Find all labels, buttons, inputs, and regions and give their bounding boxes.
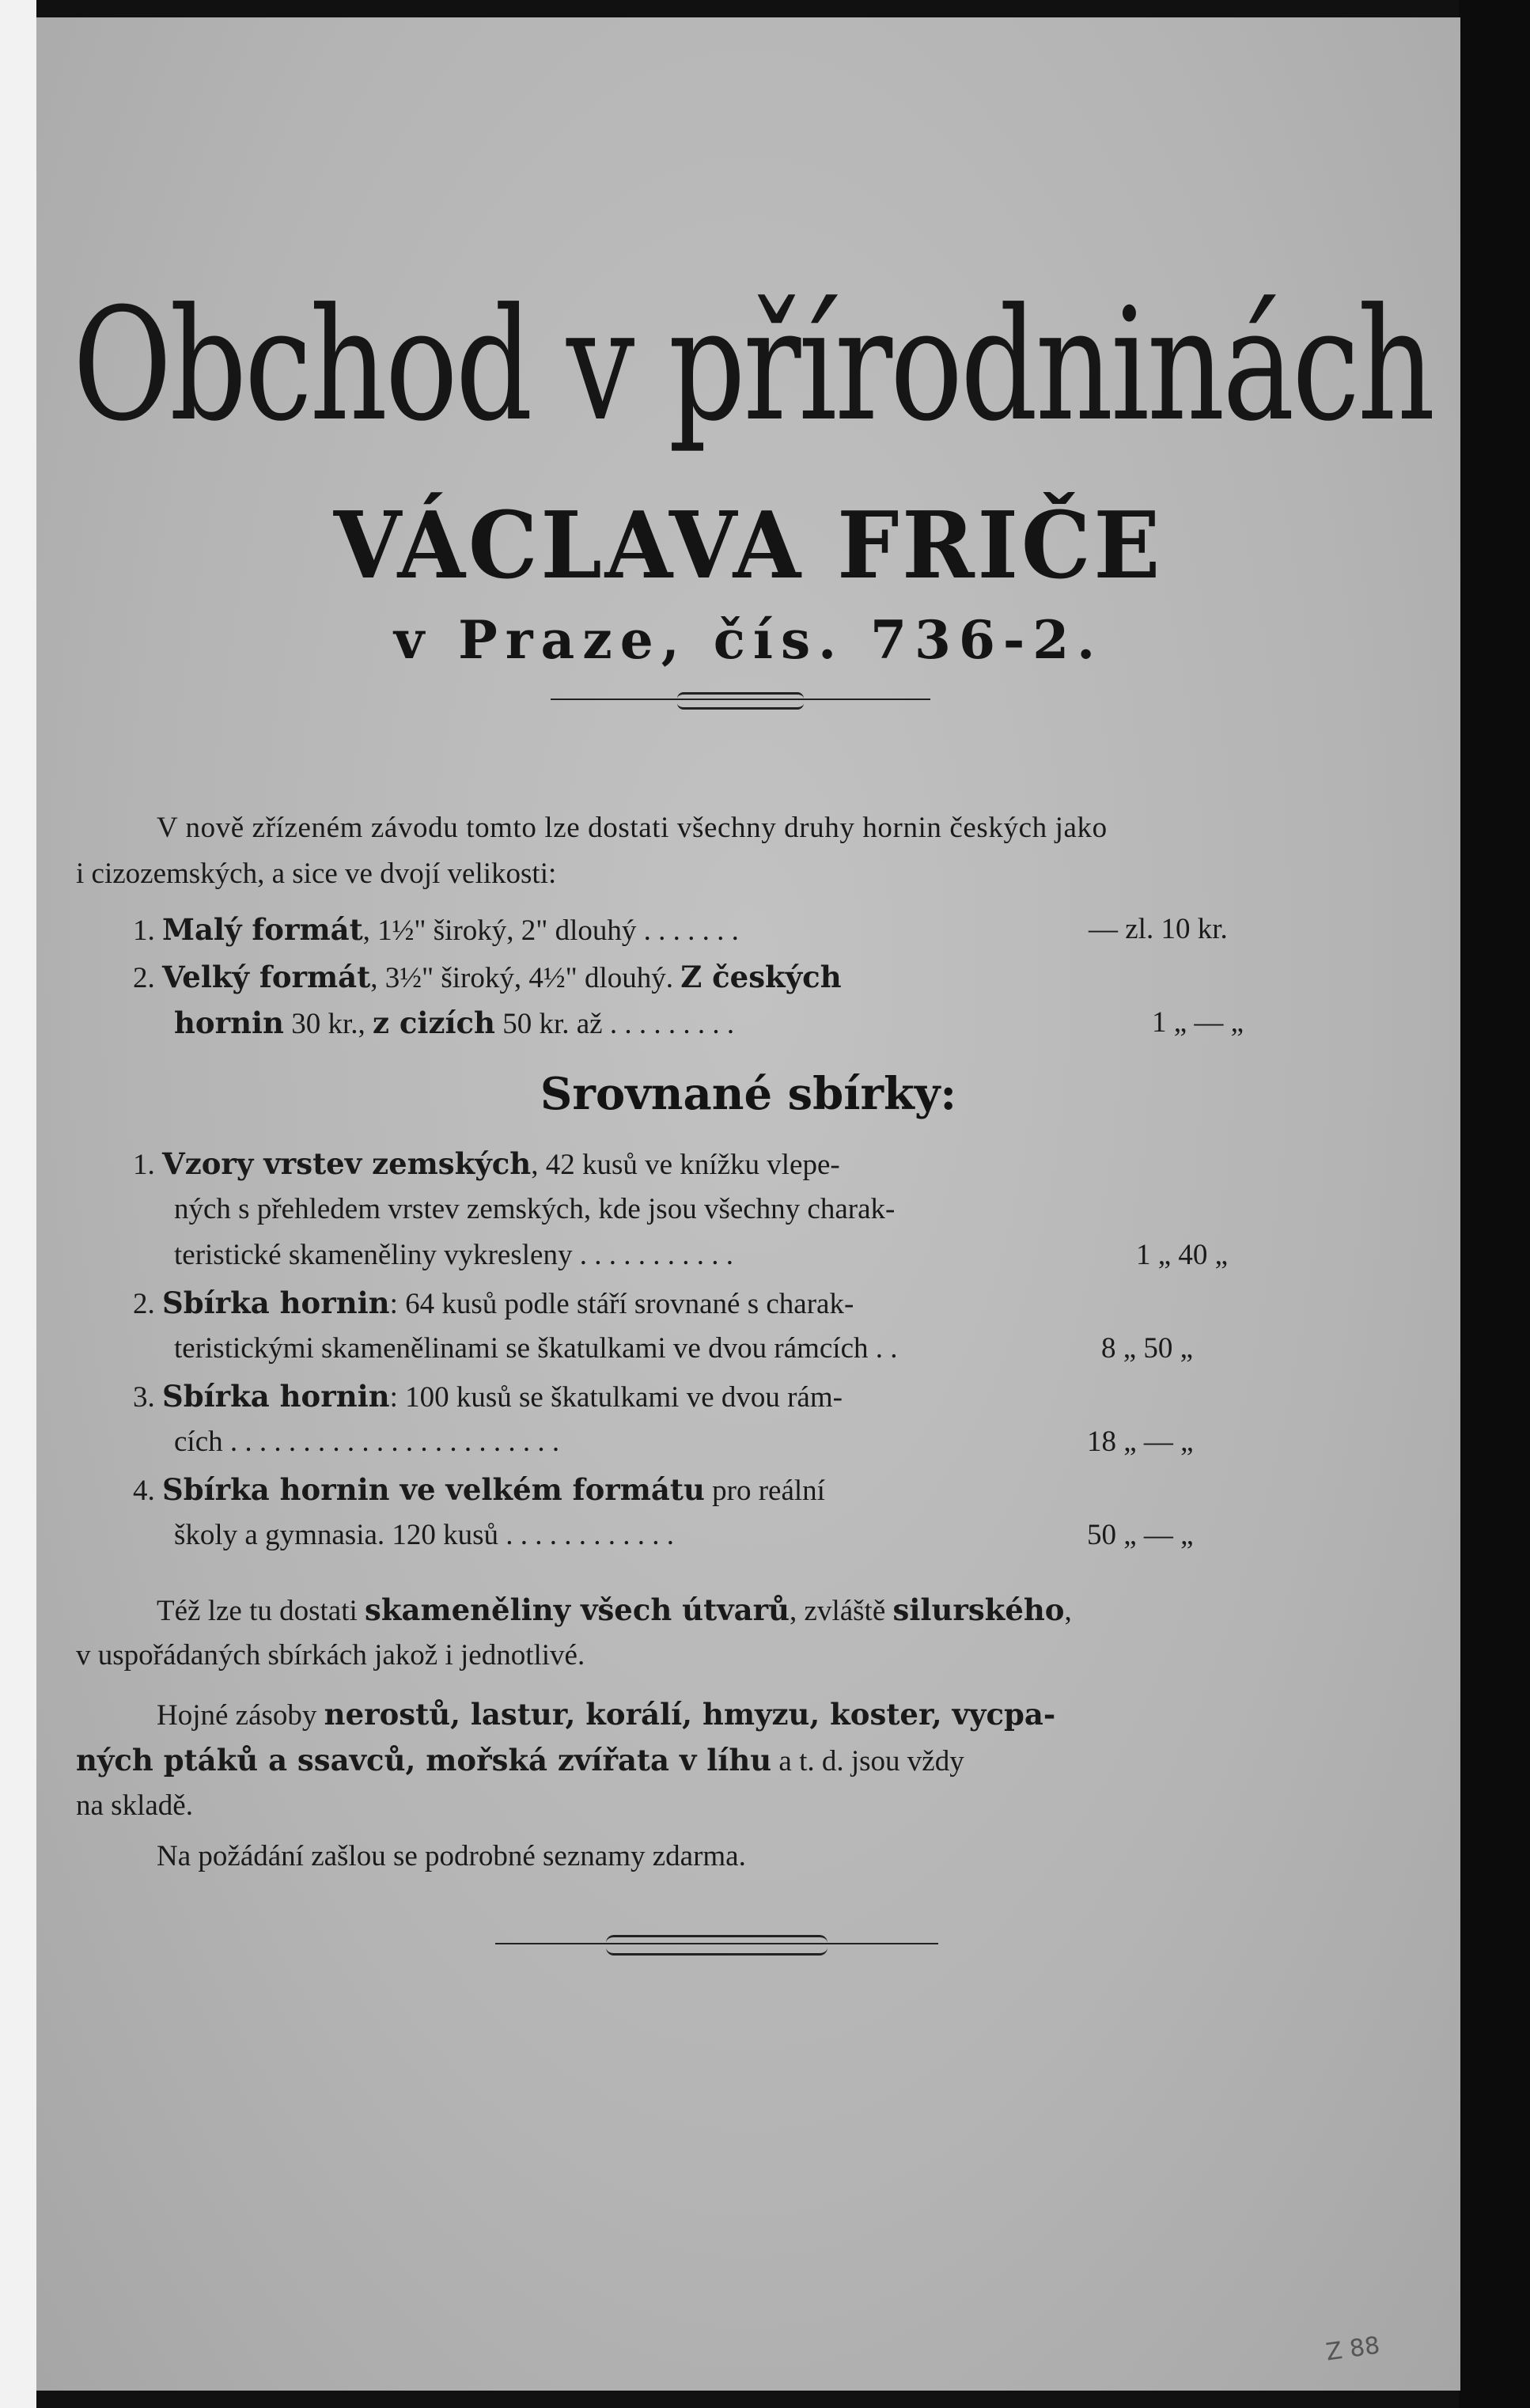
stock-paragraph-line-2: ných ptáků a ssavců, mořská zvířata v líhu a t. d. jsou vždy bbox=[76, 1743, 964, 1778]
section-heading: Srovnané sbírky: bbox=[540, 1068, 957, 1120]
stock-paragraph-line-3: na skladě. bbox=[76, 1789, 193, 1822]
fossils-paragraph-line-2: v uspořádaných sbírkách jakož i jednotlivé. bbox=[76, 1639, 585, 1672]
page-title: Obchod v přírodninách bbox=[73, 275, 1433, 456]
intro-line-1: V nově zřízeném závodu tomto lze dostati všechny druhy hornin českých jako bbox=[157, 812, 1108, 844]
collection-item-2-line-2: teristickými skamenělinami se škatulkami ve dvou rámcích . . bbox=[174, 1332, 898, 1365]
format-desc: , 1½" široký, 2" dlouhý . . . . . . . bbox=[362, 914, 739, 947]
collection-item-1-line-2: ných s přehledem vrstev zemských, kde jsou všechny charak- bbox=[174, 1193, 896, 1225]
format-price-2: 1 „ — „ bbox=[1152, 1006, 1244, 1039]
collection-item-1-line-3: teristické skameněliny vykresleny . . . . . . . . . . . bbox=[174, 1239, 733, 1271]
collection-price-3: 18 „ — „ bbox=[1087, 1425, 1194, 1458]
format-item-2 bbox=[133, 957, 842, 998]
format-item-1 bbox=[133, 910, 739, 951]
collection-item-2: 2. Sbírka hornin: 64 kusů podle stáří srovnané s charak- bbox=[133, 1285, 854, 1320]
film-border-left bbox=[0, 0, 36, 2408]
collection-price-1: 1 „ 40 „ bbox=[1136, 1239, 1229, 1271]
format-name: Velký formát bbox=[162, 960, 371, 994]
collection-item-1: 1. Vzory vrstev zemských, 42 kusů ve knížku vlepe- bbox=[133, 1146, 840, 1181]
owner-name: VÁCLAVA FRIČE bbox=[333, 492, 1164, 600]
collection-price-2: 8 „ 50 „ bbox=[1101, 1332, 1194, 1365]
format-num: 2. bbox=[133, 962, 155, 994]
advertisement-page bbox=[36, 17, 1460, 2391]
handwritten-mark: Z 88 bbox=[1324, 2331, 1382, 2367]
collection-item-3: 3. Sbírka hornin: 100 kusů se škatulkami ve dvou rám- bbox=[133, 1379, 843, 1414]
format-item-2-line-2: hornin 30 kr., z cizích 50 kr. až . . . . . . . . . bbox=[174, 1005, 735, 1040]
stock-paragraph-line-1: Hojné zásoby nerostů, lastur, korálí, hmyzu, koster, vycpa- bbox=[157, 1697, 1056, 1732]
address-line: v Praze, čís. 736-2. bbox=[393, 609, 1104, 671]
format-bold-2: Z českých bbox=[680, 960, 842, 994]
intro-line-2: i cizozemských, a sice ve dvojí velikosti: bbox=[76, 858, 557, 890]
format-desc: , 3½" široký, 4½" dlouhý. bbox=[370, 962, 673, 994]
fossils-paragraph-line-1: Též lze tu dostati skameněliny všech útvarů, zvláště silurského, bbox=[157, 1592, 1072, 1627]
format-price-1: — zl. 10 kr. bbox=[1089, 913, 1228, 945]
collection-item-4: 4. Sbírka hornin ve velkém formátu pro reální bbox=[133, 1472, 825, 1507]
format-num: 1. bbox=[133, 914, 155, 947]
collection-item-3-line-2: cích . . . . . . . . . . . . . . . . . . . . . . . bbox=[174, 1425, 560, 1458]
film-border-right bbox=[1459, 0, 1530, 2408]
collection-item-4-line-2: školy a gymnasia. 120 kusů . . . . . . . . . . . . bbox=[174, 1519, 675, 1551]
catalog-paragraph: Na požádání zašlou se podrobné seznamy zdarma. bbox=[157, 1840, 746, 1872]
collection-price-4: 50 „ — „ bbox=[1087, 1519, 1194, 1551]
format-name: Malý formát bbox=[162, 912, 363, 947]
